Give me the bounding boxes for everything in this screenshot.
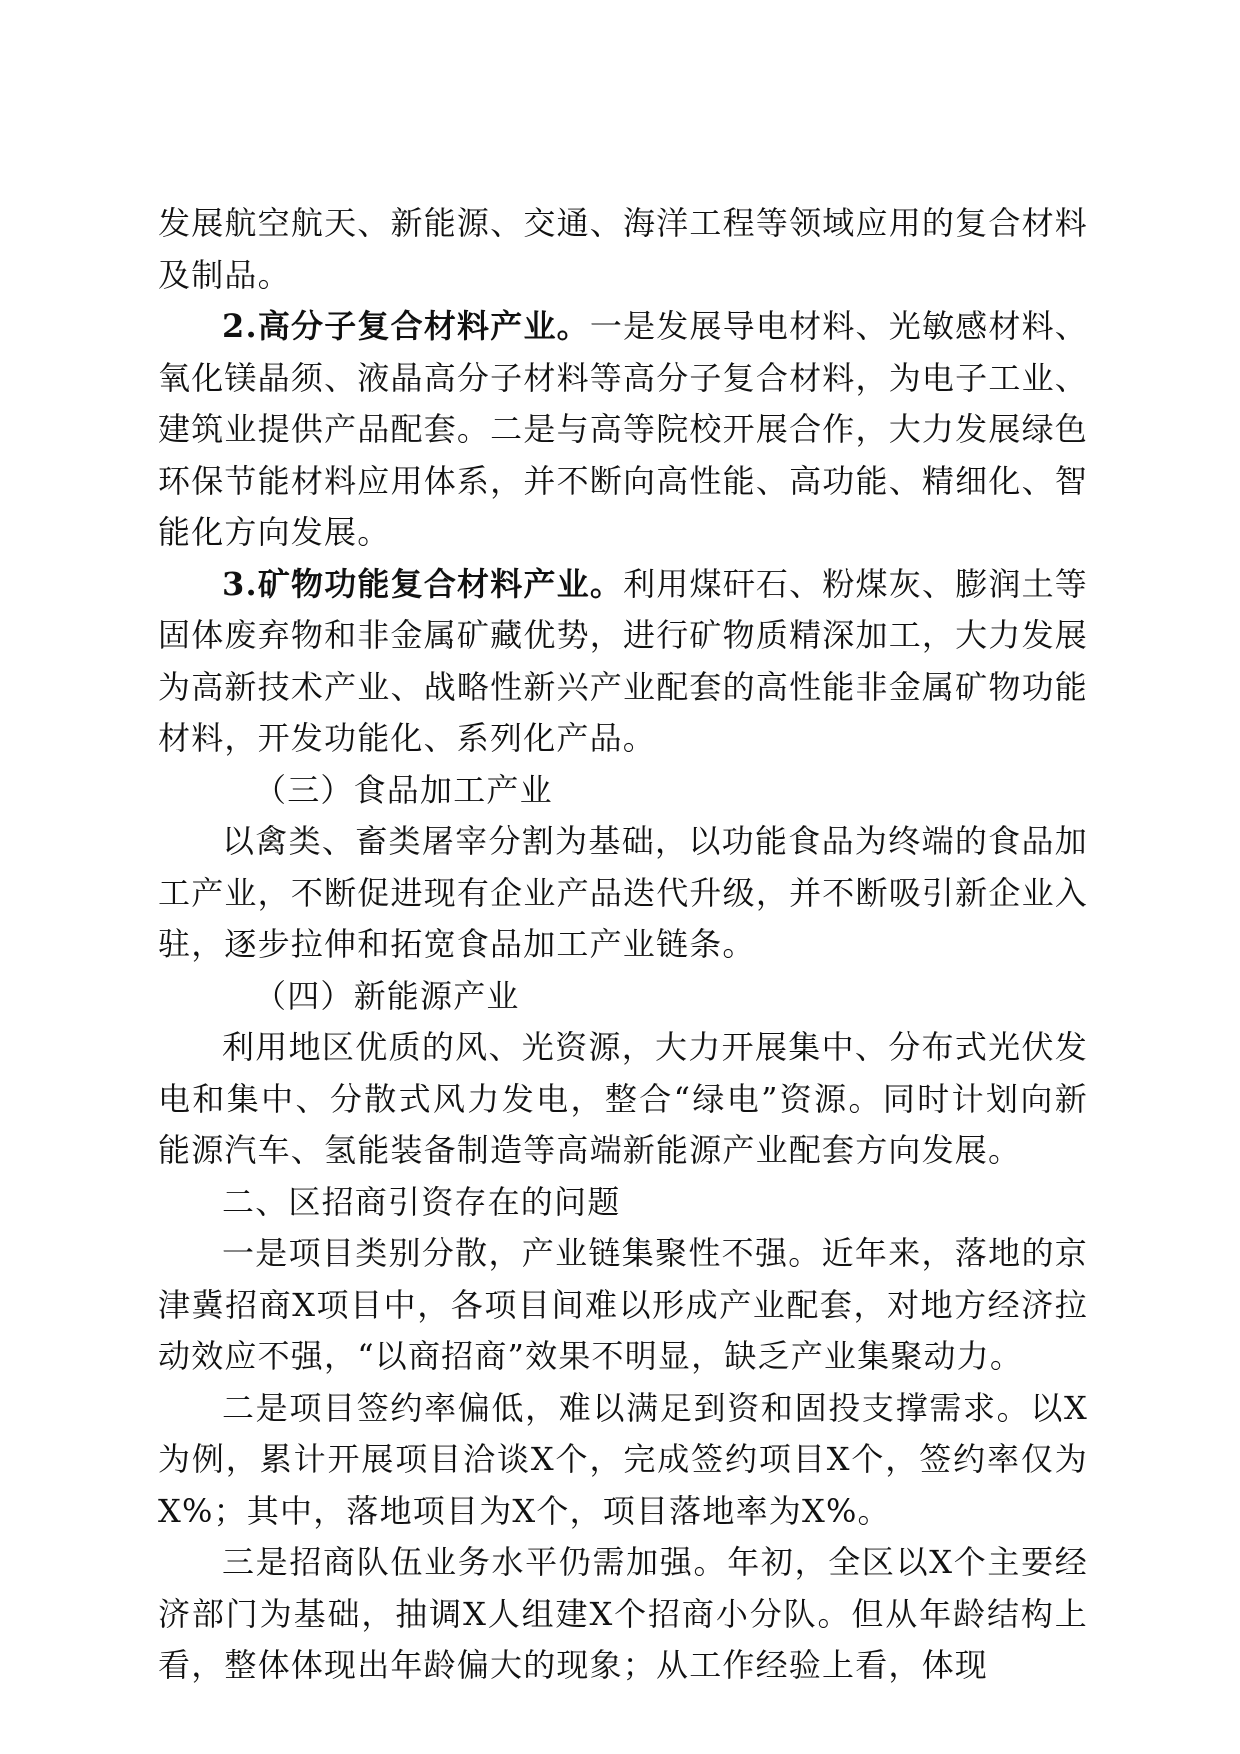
- paragraph-problem-one: 一是项目类别分散，产业链集聚性不强。近年来，落地的京津冀招商X项目中，各项目间难以形成产业配套，对地方经济拉动效应不强，“以商招商”效果不明显，缺乏产业集聚动力。: [158, 1234, 1088, 1375]
- paragraph-lead-bold: 3.矿物功能复合材料产业。: [222, 564, 624, 603]
- paragraph-mineral-composites: [158, 559, 1088, 765]
- paragraph-polymer-composites: [158, 301, 1088, 559]
- subheading-new-energy: （四）新能源产业: [254, 976, 520, 1015]
- paragraph-problem-two: 二是项目签约率偏低，难以满足到资和固投支撑需求。以X为例，累计开展项目洽谈X个，完成签约项目X个，签约率仅为X%；其中，落地项目为X个，项目落地率为X%。: [158, 1388, 1088, 1530]
- paragraph-food-processing: 以禽类、畜类屠宰分割为基础，以功能食品为终端的食品加工产业，不断促进现有企业产品迭代升级，并不断吸引新企业入驻，逐步拉伸和拓宽食品加工产业链条。: [158, 822, 1088, 963]
- paragraph-body: 利用煤矸石、粉煤灰、膨润土等固体废弃物和非金属矿藏优势，进行矿物质精深加工，大力发展为高新技术产业、战略性新兴产业配套的高性能非金属矿物功能材料，开发功能化、系列化产品。: [158, 564, 1088, 757]
- paragraph-continuation: 发展航空航天、新能源、交通、海洋工程等领域应用的复合材料及制品。: [158, 204, 1088, 294]
- paragraph-body: 一是发展导电材料、光敏感材料、氧化镁晶须、液晶高分子材料等高分子复合材料，为电子工业、建筑业提供产品配套。二是与高等院校开展合作，大力发展绿色环保节能材料应用体系，并不断向高性能、高功能、精细化、智能化方向发展。: [158, 307, 1088, 551]
- paragraph-lead-bold: 2.高分子复合材料产业。: [222, 307, 590, 345]
- paragraph-new-energy: 利用地区优质的风、光资源，大力开展集中、分布式光伏发电和集中、分散式风力发电，整合“绿电”资源。同时计划向新能源汽车、氢能装备制造等高端新能源产业配套方向发展。: [158, 1028, 1088, 1169]
- section-heading-problems: 二、区招商引资存在的问题: [222, 1182, 621, 1221]
- document-body: [158, 198, 1088, 1692]
- paragraph-problem-three: 三是招商队伍业务水平仍需加强。年初，全区以X个主要经济部门为基础，抽调X人组建X个招商小分队。但从年龄结构上看，整体体现出年龄偏大的现象；从工作经验上看，体现: [158, 1543, 1088, 1684]
- subheading-food-processing: （三）食品加工产业: [254, 770, 553, 809]
